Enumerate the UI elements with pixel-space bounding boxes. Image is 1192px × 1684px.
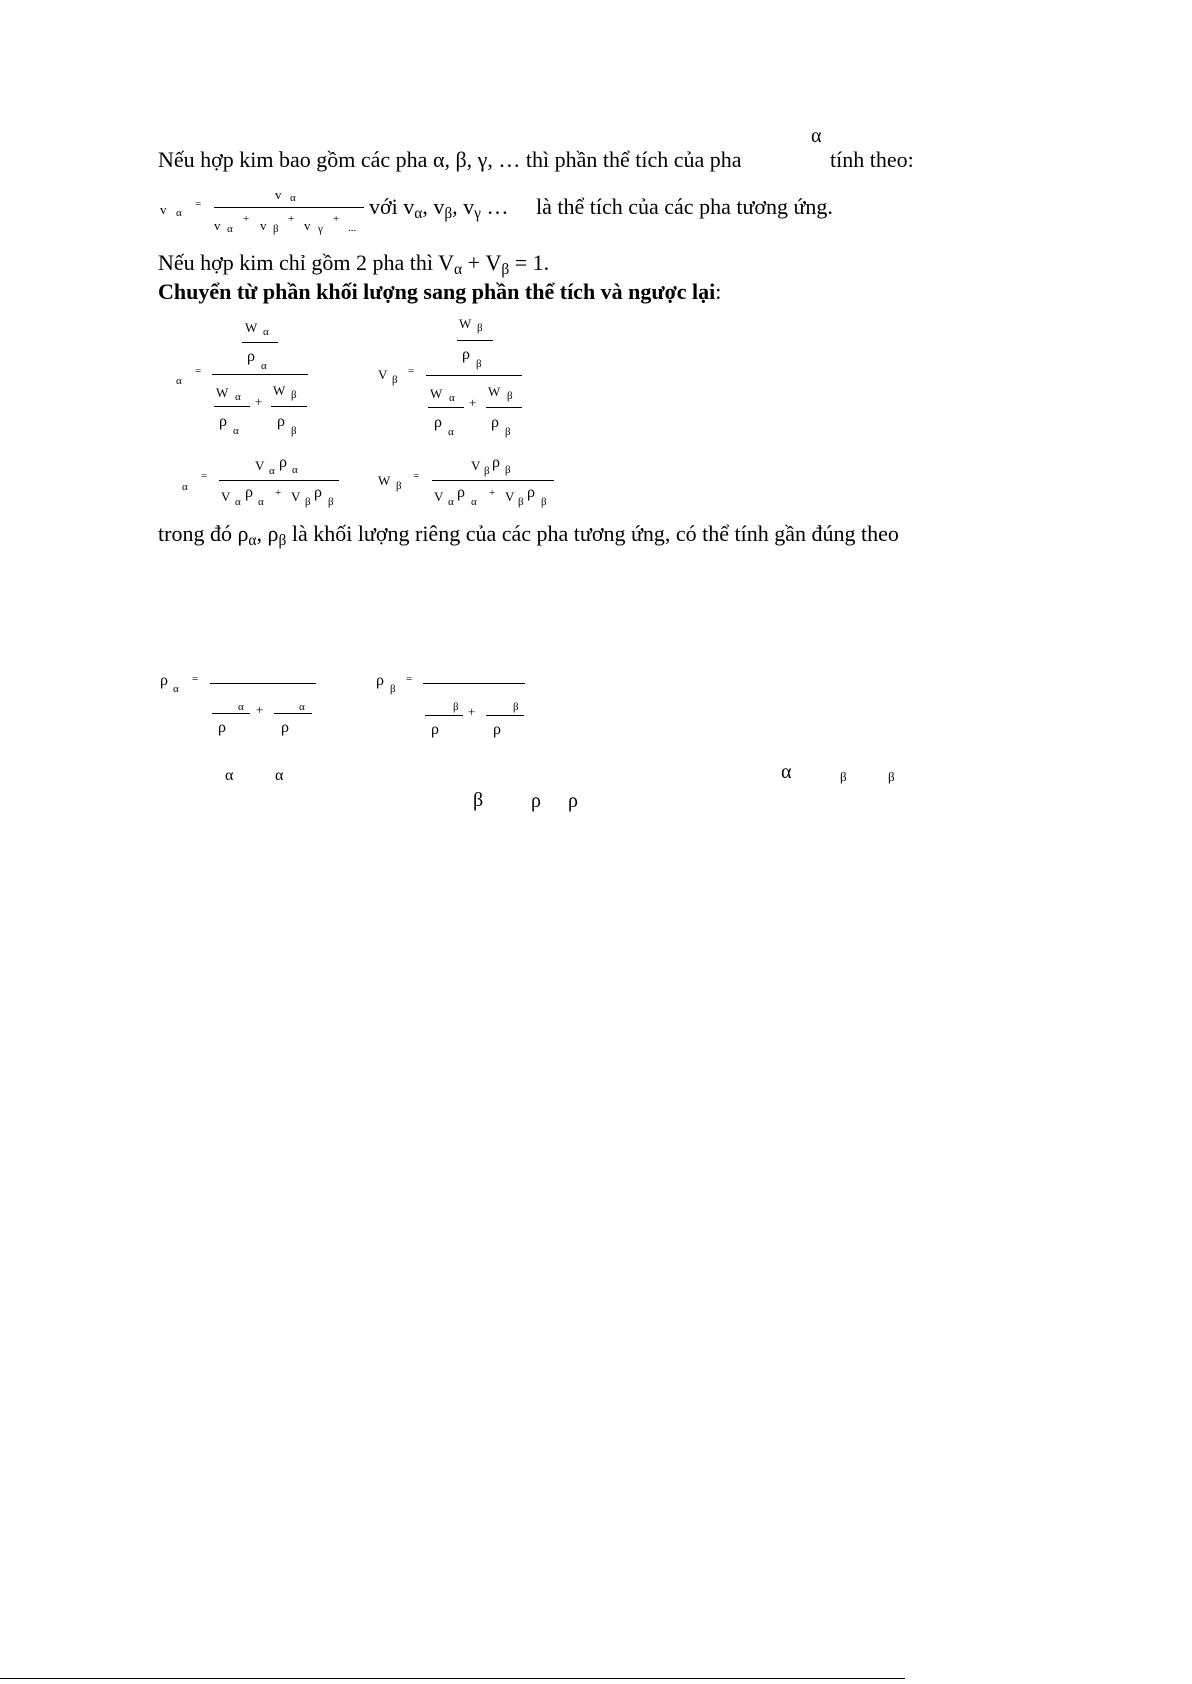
paragraph-density-note-lead: trong đó ρ [158,521,249,546]
formula-3a-den-plus: + [275,487,282,499]
two-phases-sub-beta: β [501,261,510,278]
formula-2a-den-w2: W [273,383,286,398]
two-phases-end: = 1. [509,250,550,275]
formula-3b-den-v2-beta: β [518,496,524,508]
formula-3a-den-v1-alpha: α [235,496,241,508]
formula-4b-den-bar1 [425,715,463,716]
formula-1-den-beta: β [273,223,279,235]
formula-4a-den-alpha1: α [238,701,244,713]
formula-3b-den-v2: V [505,489,515,504]
formula-3a-den-rho2: ρ [314,484,322,501]
formula-2a-num-w-alpha: α [263,326,269,338]
formula-3b-lhs-beta: β [396,480,402,492]
formula-3b-num-rho-beta: β [505,464,511,476]
formula-4b-den-rho1: ρ [431,721,439,738]
formula-2b-num-w: W [459,316,472,331]
formula-4b-den-beta2: β [513,701,519,713]
stray-rho-2: ρ [568,790,578,812]
formula-4a-den-plus: + [256,702,264,717]
formula-4b-den-bar2 [486,715,524,716]
paragraph-volume-note [369,195,508,226]
section-heading-text: Chuyển từ phần khối lượng sang phần thể tích và ngược lại [158,279,716,304]
formula-3a-den-v1: V [221,489,231,504]
formula-4b-lhs-beta: β [390,683,396,695]
formula-2b-den-rho1: ρ [434,414,442,431]
formula-4a-den-alpha2: α [299,701,305,713]
formula-3a-num-rho: ρ [279,454,287,471]
paragraph-phases-intro-tail: tính theo: [830,147,914,172]
formula-1-lhs-v: v [160,202,167,217]
formula-3a-den-rho1-alpha: α [258,496,264,508]
paragraph-phases-intro-text: Nếu hợp kim bao gồm các pha α, β, γ, … thì phần thể tích của pha [158,147,742,172]
formula-3a-den-rho1: ρ [245,484,253,501]
formula-4b-equals: = [406,673,413,685]
formula-2b-num-bar [457,340,493,341]
formula-3b-num-v-beta: β [484,465,490,477]
alpha-symbol-above: α [811,125,822,147]
formula-2a-den-rho2-beta: β [291,425,297,437]
formula-3a-num-rho-alpha: α [292,464,298,476]
stray-rho-1: ρ [531,790,541,812]
formula-2b-num-w-beta: β [477,322,483,334]
formula-3b-den-rho1-alpha: α [471,496,477,508]
volume-note-ellipsis: … [486,194,509,219]
formula-4a-lhs-rho: ρ [160,672,168,689]
formula-2a-num-bar [242,342,278,343]
formula-3b-den-rho2: ρ [527,484,535,501]
formula-2b-main-bar [426,375,522,376]
formula-3b-den-v1-alpha: α [448,496,454,508]
formula-1-den-dots: ... [348,222,357,234]
volume-note-sub-beta: β [444,205,453,222]
formula-2a-lhs-alpha: α [176,375,182,387]
formula-2a-num-rho: ρ [247,348,255,365]
formula-3b-num-v: V [471,458,481,473]
formula-2b-den-w2: W [488,384,501,399]
formula-2a-main-bar [212,374,308,375]
formula-4a-den-rho1: ρ [218,719,226,736]
formula-2b-equals: = [408,365,415,377]
formula-3b-den-rho2-beta: β [541,496,547,508]
formula-2a-den-w2-beta: β [291,389,297,401]
formula-3a-den-v2-beta: β [305,496,311,508]
formula-2b-den-w2-beta: β [507,390,513,402]
formula-1-num-v: v [275,187,282,202]
stray-alpha-1: α [225,767,234,784]
formula-2b-den-w1: W [430,386,443,401]
formula-1-equals: = [195,198,202,210]
formula-2a-den-plus: + [255,394,263,409]
formula-2b-lhs-v: V [378,367,388,382]
formula-3a-equals: = [201,470,208,482]
stray-beta-3: β [473,789,484,811]
formula-2a-num-w: W [245,320,258,335]
formula-4a-den-rho2: ρ [281,719,289,736]
density-note-sub-alpha: α [248,532,257,549]
formula-4a-den-bar1 [212,713,250,714]
formula-3b-equals: = [413,470,420,482]
formula-2a-den-bar1 [214,406,250,407]
page-footer-rule [0,1678,905,1679]
formula-3a-den-v2: V [291,489,301,504]
volume-note-sub-alpha: α [414,205,423,222]
formula-2b-den-bar2 [486,407,522,408]
formula-1-num-alpha: α [290,192,296,204]
formula-2b-den-w1-alpha: α [449,392,455,404]
formula-4b-den-rho2: ρ [493,721,501,738]
stray-beta-2: β [888,769,895,784]
formula-2a-den-bar2 [271,406,307,407]
formula-2b-lhs-beta: β [392,374,398,386]
formula-3b-den-v1: V [434,489,444,504]
formula-1-den-plus1: + [243,213,250,225]
formula-3b-lhs-w: W [378,473,391,488]
formula-2b-num-rho-beta: β [476,358,482,370]
formula-2a-den-rho1-alpha: α [233,425,239,437]
formula-4a-den-bar2 [274,713,312,714]
paragraph-volume-note-rest: là thể tích của các pha tương ứng. [536,194,833,219]
formula-3b-den-rho1: ρ [457,484,465,501]
formula-3a-bar [219,480,339,481]
formula-1-fraction-bar [214,207,364,208]
formula-2a-num-rho-alpha: α [261,360,267,372]
stray-alpha-3: α [781,761,792,783]
formula-1-den-alpha: α [227,223,233,235]
formula-1-den-v2: v [260,218,267,233]
formula-2b-den-rho1-alpha: α [448,426,454,438]
density-note-sub-beta: β [278,532,287,549]
section-heading [158,280,721,304]
formula-4b-den-beta1: β [453,701,459,713]
formula-3a-num-v-alpha: α [269,465,275,477]
formula-1-den-gamma: γ [318,223,323,235]
formula-4b-den-plus: + [468,704,476,719]
volume-note-sub-gamma: γ [474,205,481,222]
paragraph-density-note [158,522,899,553]
formula-4a-main-bar [210,683,316,684]
volume-note-comma-1: , [422,194,434,219]
paragraph-two-phases-text: Nếu hợp kim chỉ gồm 2 pha thì V [158,250,454,275]
formula-3b-num-rho: ρ [492,454,500,471]
stray-beta-1: β [840,769,847,784]
formula-2a-den-w1-alpha: α [235,391,241,403]
paragraph-density-note-rest: là khối lượng riêng của các pha tương ứng, có thể tính gần đúng theo [286,521,899,546]
paragraph-volume-note-lead: với v [369,194,415,219]
formula-2b-den-bar1 [428,407,464,408]
formula-2a-den-rho1: ρ [219,413,227,430]
formula-2b-den-rho2: ρ [491,414,499,431]
formula-2a-equals: = [195,365,202,377]
stray-alpha-2: α [275,767,284,784]
section-heading-colon: : [715,279,722,304]
formula-3a-den-rho2-beta: β [328,496,334,508]
formula-1-den-v1: v [214,218,221,233]
formula-2b-den-plus: + [469,395,477,410]
formula-4b-lhs-rho: ρ [376,672,384,689]
formula-3b-bar [432,480,554,481]
formula-2a-den-w1: W [216,385,229,400]
paragraph-two-phases [158,251,549,282]
two-phases-plus-v: + V [462,250,502,275]
formula-1-den-plus3: + [333,213,340,225]
volume-note-comma-2: , [452,194,464,219]
paragraph-phases-intro [158,148,742,172]
formula-2a-den-rho2: ρ [277,413,285,430]
two-phases-sub-alpha: α [453,261,463,278]
formula-2b-num-rho: ρ [462,346,470,363]
density-note-comma-rho: , ρ [256,521,279,546]
volume-note-v-beta: v [433,194,445,219]
formula-1-lhs-alpha: α [176,207,182,219]
formula-3a-num-v: V [255,458,265,473]
formula-1-den-v3: v [304,218,311,233]
formula-4b-main-bar [423,683,525,684]
formula-3a-lhs-alpha: α [182,481,188,493]
formula-2b-den-rho2-beta: β [505,426,511,438]
volume-note-v-gamma: v [463,194,475,219]
formula-1-den-plus2: + [288,213,295,225]
formula-4a-equals: = [192,673,199,685]
formula-3b-den-plus: + [489,487,496,499]
formula-4a-lhs-alpha: α [173,683,179,695]
